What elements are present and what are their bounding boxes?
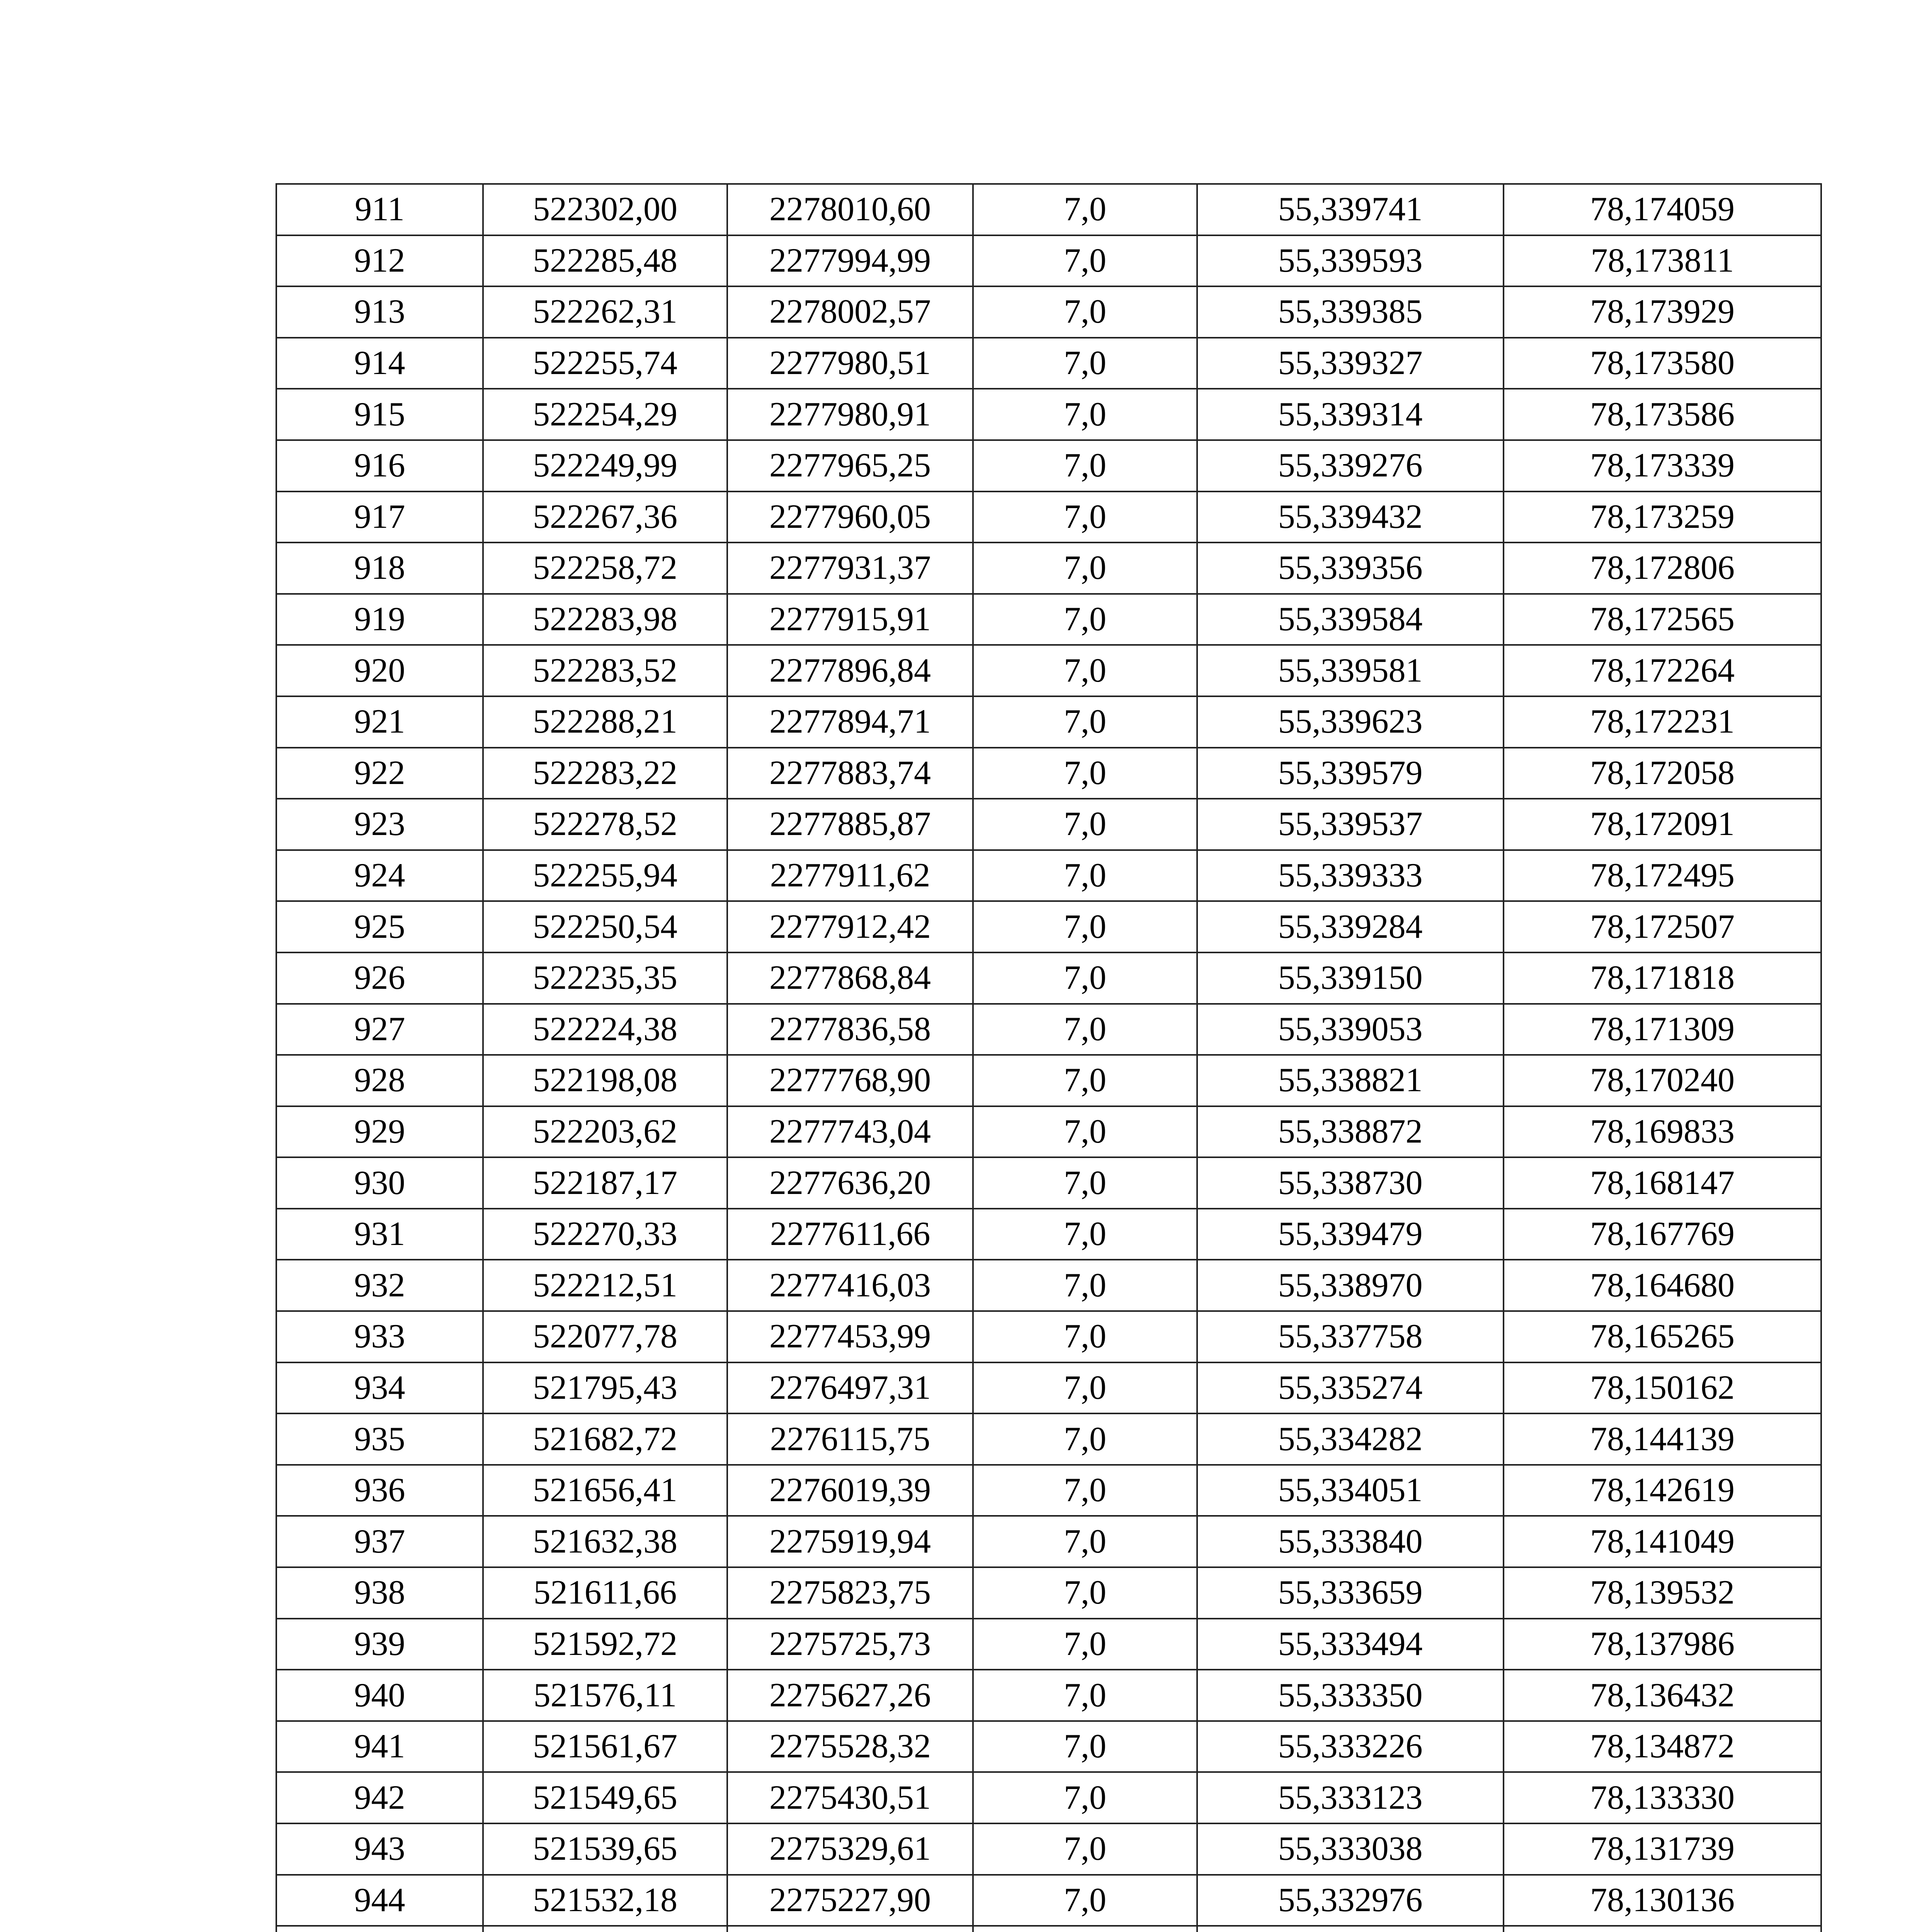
latitude-cell: 55,339327 — [1197, 338, 1504, 389]
latitude-cell: 55,339314 — [1197, 389, 1504, 440]
latitude-cell: 55,339579 — [1197, 748, 1504, 799]
x-coordinate-cell: 522198,08 — [483, 1055, 727, 1106]
error-value-cell: 7,0 — [973, 1362, 1197, 1414]
error-value-cell: 7,0 — [973, 1567, 1197, 1619]
x-coordinate-cell: 522262,31 — [483, 286, 727, 338]
y-coordinate-cell: 2277636,20 — [727, 1157, 973, 1209]
error-value-cell: 7,0 — [973, 850, 1197, 901]
table-row — [276, 184, 1821, 235]
table-row — [276, 1260, 1821, 1311]
point-number-cell: 934 — [276, 1362, 483, 1414]
table-row — [276, 1311, 1821, 1362]
point-number-cell: 915 — [276, 389, 483, 440]
longitude-cell: 78,170240 — [1504, 1055, 1821, 1106]
longitude-cell: 78,173586 — [1504, 389, 1821, 440]
table-row — [276, 492, 1821, 543]
y-coordinate-cell: 2277836,58 — [727, 1004, 973, 1055]
x-coordinate-cell: 522283,98 — [483, 594, 727, 645]
coordinates-table-body — [276, 184, 1821, 1932]
table-row — [276, 1004, 1821, 1055]
x-coordinate-cell: 522285,48 — [483, 235, 727, 287]
latitude-cell: 55,333494 — [1197, 1619, 1504, 1670]
error-value-cell: 7,0 — [973, 1516, 1197, 1567]
point-number-cell: 932 — [276, 1260, 483, 1311]
y-coordinate-cell: 2277883,74 — [727, 748, 973, 799]
longitude-cell: 78,142619 — [1504, 1465, 1821, 1516]
point-number-cell: 926 — [276, 952, 483, 1004]
table-row — [276, 1157, 1821, 1209]
point-number-cell: 923 — [276, 799, 483, 850]
error-value-cell: 7,0 — [973, 1157, 1197, 1209]
table-row — [276, 338, 1821, 389]
table-row — [276, 1413, 1821, 1465]
x-coordinate-cell: 522283,22 — [483, 748, 727, 799]
latitude-cell: 55,339432 — [1197, 492, 1504, 543]
error-value-cell: 7,0 — [973, 645, 1197, 696]
longitude-cell: 78,171818 — [1504, 952, 1821, 1004]
x-coordinate-cell: 522255,94 — [483, 850, 727, 901]
x-coordinate-cell: 522077,78 — [483, 1311, 727, 1362]
y-coordinate-cell: 2277931,37 — [727, 543, 973, 594]
point-number-cell: 944 — [276, 1875, 483, 1926]
y-coordinate-cell: 2278010,60 — [727, 184, 973, 235]
latitude-cell: 55,339593 — [1197, 235, 1504, 287]
error-value-cell: 7,0 — [973, 1004, 1197, 1055]
error-value-cell: 7,0 — [973, 1311, 1197, 1362]
latitude-cell: 55,333659 — [1197, 1567, 1504, 1619]
y-coordinate-cell: 2275227,90 — [727, 1875, 973, 1926]
y-coordinate-cell: 2277768,90 — [727, 1055, 973, 1106]
y-coordinate-cell: 2277743,04 — [727, 1106, 973, 1158]
longitude-cell: 78,164680 — [1504, 1260, 1821, 1311]
x-coordinate-cell: 522267,36 — [483, 492, 727, 543]
error-value-cell: 7,0 — [973, 389, 1197, 440]
longitude-cell: 78,172231 — [1504, 696, 1821, 748]
point-number-cell: 921 — [276, 696, 483, 748]
y-coordinate-cell: 2277896,84 — [727, 645, 973, 696]
latitude-cell: 55,339741 — [1197, 184, 1504, 235]
longitude-cell: 78,137986 — [1504, 1619, 1821, 1670]
latitude-cell: 55,337758 — [1197, 1311, 1504, 1362]
x-coordinate-cell: 521795,43 — [483, 1362, 727, 1414]
point-number-cell: 911 — [276, 184, 483, 235]
error-value-cell: 7,0 — [973, 1875, 1197, 1926]
error-value-cell: 7,0 — [973, 1055, 1197, 1106]
longitude-cell: 78,130136 — [1504, 1875, 1821, 1926]
error-value-cell: 7,0 — [973, 1465, 1197, 1516]
error-value-cell: 7,0 — [973, 440, 1197, 492]
point-number-cell: 925 — [276, 901, 483, 952]
error-value-cell: 7,0 — [973, 594, 1197, 645]
table-row — [276, 594, 1821, 645]
longitude-cell: 78,169833 — [1504, 1106, 1821, 1158]
y-coordinate-cell: 2277912,42 — [727, 901, 973, 952]
y-coordinate-cell: 2275430,51 — [727, 1772, 973, 1823]
latitude-cell: 55,339356 — [1197, 543, 1504, 594]
point-number-cell: 922 — [276, 748, 483, 799]
error-value-cell: 7,0 — [973, 286, 1197, 338]
table-row — [276, 1567, 1821, 1619]
latitude-cell: 55,339385 — [1197, 286, 1504, 338]
y-coordinate-cell: 2277965,25 — [727, 440, 973, 492]
y-coordinate-cell: 2277911,62 — [727, 850, 973, 901]
point-number-cell: 929 — [276, 1106, 483, 1158]
y-coordinate-cell: 2277611,66 — [727, 1209, 973, 1260]
y-coordinate-cell: 2275823,75 — [727, 1567, 973, 1619]
x-coordinate-cell: 522235,35 — [483, 952, 727, 1004]
point-number-cell: 940 — [276, 1670, 483, 1721]
error-value-cell: 7,0 — [973, 748, 1197, 799]
x-coordinate-cell: 521592,72 — [483, 1619, 727, 1670]
x-coordinate-cell: 522255,74 — [483, 338, 727, 389]
table-row — [276, 1465, 1821, 1516]
table-row — [276, 389, 1821, 440]
y-coordinate-cell: 2275627,26 — [727, 1670, 973, 1721]
point-number-cell: 917 — [276, 492, 483, 543]
latitude-cell: 55,333840 — [1197, 1516, 1504, 1567]
longitude-cell: 78,133330 — [1504, 1772, 1821, 1823]
x-coordinate-cell: 522288,21 — [483, 696, 727, 748]
point-number-cell: 931 — [276, 1209, 483, 1260]
y-coordinate-cell — [727, 1926, 973, 1932]
x-coordinate-cell: 522302,00 — [483, 184, 727, 235]
latitude-cell: 55,333350 — [1197, 1670, 1504, 1721]
table-row — [276, 1721, 1821, 1772]
latitude-cell — [1197, 1926, 1504, 1932]
point-number-cell: 937 — [276, 1516, 483, 1567]
longitude-cell: 78,172264 — [1504, 645, 1821, 696]
longitude-cell: 78,165265 — [1504, 1311, 1821, 1362]
y-coordinate-cell: 2277868,84 — [727, 952, 973, 1004]
longitude-cell: 78,139532 — [1504, 1567, 1821, 1619]
error-value-cell: 7,0 — [973, 338, 1197, 389]
latitude-cell: 55,339276 — [1197, 440, 1504, 492]
error-value-cell: 7,0 — [973, 799, 1197, 850]
point-number-cell: 916 — [276, 440, 483, 492]
latitude-cell: 55,338730 — [1197, 1157, 1504, 1209]
longitude-cell: 78,144139 — [1504, 1413, 1821, 1465]
latitude-cell: 55,333123 — [1197, 1772, 1504, 1823]
point-number-cell: 941 — [276, 1721, 483, 1772]
longitude-cell: 78,171309 — [1504, 1004, 1821, 1055]
error-value-cell: 7,0 — [973, 492, 1197, 543]
point-number-cell: 924 — [276, 850, 483, 901]
longitude-cell: 78,167769 — [1504, 1209, 1821, 1260]
longitude-cell: 78,173580 — [1504, 338, 1821, 389]
y-coordinate-cell: 2275725,73 — [727, 1619, 973, 1670]
y-coordinate-cell: 2277960,05 — [727, 492, 973, 543]
x-coordinate-cell: 522258,72 — [483, 543, 727, 594]
x-coordinate-cell: 522249,99 — [483, 440, 727, 492]
error-value-cell: 7,0 — [973, 1106, 1197, 1158]
y-coordinate-cell: 2277980,51 — [727, 338, 973, 389]
table-row — [276, 1670, 1821, 1721]
error-value-cell: 7,0 — [973, 1260, 1197, 1311]
table-row — [276, 1516, 1821, 1567]
x-coordinate-cell: 521532,18 — [483, 1875, 727, 1926]
latitude-cell: 55,332976 — [1197, 1875, 1504, 1926]
longitude-cell: 78,173811 — [1504, 235, 1821, 287]
error-value-cell: 7,0 — [973, 1721, 1197, 1772]
table-row — [276, 1106, 1821, 1158]
latitude-cell: 55,339623 — [1197, 696, 1504, 748]
error-value-cell: 7,0 — [973, 1413, 1197, 1465]
y-coordinate-cell: 2277885,87 — [727, 799, 973, 850]
y-coordinate-cell: 2275528,32 — [727, 1721, 973, 1772]
error-value-cell: 7,0 — [973, 1209, 1197, 1260]
x-coordinate-cell: 522283,52 — [483, 645, 727, 696]
longitude-cell: 78,141049 — [1504, 1516, 1821, 1567]
y-coordinate-cell: 2277416,03 — [727, 1260, 973, 1311]
table-row — [276, 1362, 1821, 1414]
table-row — [276, 1926, 1821, 1932]
latitude-cell: 55,339284 — [1197, 901, 1504, 952]
error-value-cell: 7,0 — [973, 1823, 1197, 1875]
y-coordinate-cell: 2276497,31 — [727, 1362, 973, 1414]
latitude-cell: 55,335274 — [1197, 1362, 1504, 1414]
longitude-cell: 78,168147 — [1504, 1157, 1821, 1209]
point-number-cell: 938 — [276, 1567, 483, 1619]
y-coordinate-cell: 2276019,39 — [727, 1465, 973, 1516]
point-number-cell — [276, 1926, 483, 1932]
latitude-cell: 55,339537 — [1197, 799, 1504, 850]
latitude-cell: 55,338872 — [1197, 1106, 1504, 1158]
error-value-cell: 7,0 — [973, 235, 1197, 287]
longitude-cell: 78,172565 — [1504, 594, 1821, 645]
longitude-cell: 78,150162 — [1504, 1362, 1821, 1414]
y-coordinate-cell: 2277915,91 — [727, 594, 973, 645]
error-value-cell: 7,0 — [973, 696, 1197, 748]
point-number-cell: 942 — [276, 1772, 483, 1823]
point-number-cell: 936 — [276, 1465, 483, 1516]
longitude-cell: 78,172806 — [1504, 543, 1821, 594]
x-coordinate-cell: 522270,33 — [483, 1209, 727, 1260]
latitude-cell: 55,339479 — [1197, 1209, 1504, 1260]
point-number-cell: 913 — [276, 286, 483, 338]
table-row — [276, 645, 1821, 696]
point-number-cell: 943 — [276, 1823, 483, 1875]
table-row — [276, 696, 1821, 748]
longitude-cell: 78,174059 — [1504, 184, 1821, 235]
y-coordinate-cell: 2277453,99 — [727, 1311, 973, 1362]
x-coordinate-cell: 522224,38 — [483, 1004, 727, 1055]
latitude-cell: 55,338970 — [1197, 1260, 1504, 1311]
y-coordinate-cell: 2276115,75 — [727, 1413, 973, 1465]
point-number-cell: 935 — [276, 1413, 483, 1465]
error-value-cell: 7,0 — [973, 543, 1197, 594]
longitude-cell — [1504, 1926, 1821, 1932]
table-row — [276, 1823, 1821, 1875]
table-row — [276, 1875, 1821, 1926]
error-value-cell — [973, 1926, 1197, 1932]
latitude-cell: 55,339333 — [1197, 850, 1504, 901]
longitude-cell: 78,172091 — [1504, 799, 1821, 850]
point-number-cell: 939 — [276, 1619, 483, 1670]
point-number-cell: 918 — [276, 543, 483, 594]
longitude-cell: 78,136432 — [1504, 1670, 1821, 1721]
error-value-cell: 7,0 — [973, 1619, 1197, 1670]
error-value-cell: 7,0 — [973, 901, 1197, 952]
longitude-cell: 78,173259 — [1504, 492, 1821, 543]
x-coordinate-cell: 521561,67 — [483, 1721, 727, 1772]
latitude-cell: 55,339150 — [1197, 952, 1504, 1004]
latitude-cell: 55,339053 — [1197, 1004, 1504, 1055]
x-coordinate-cell: 521576,11 — [483, 1670, 727, 1721]
latitude-cell: 55,334282 — [1197, 1413, 1504, 1465]
latitude-cell: 55,339581 — [1197, 645, 1504, 696]
longitude-cell: 78,172058 — [1504, 748, 1821, 799]
longitude-cell: 78,173339 — [1504, 440, 1821, 492]
point-number-cell: 933 — [276, 1311, 483, 1362]
point-number-cell: 912 — [276, 235, 483, 287]
longitude-cell: 78,131739 — [1504, 1823, 1821, 1875]
x-coordinate-cell: 521656,41 — [483, 1465, 727, 1516]
coordinates-table — [276, 183, 1822, 1932]
x-coordinate-cell: 522212,51 — [483, 1260, 727, 1311]
y-coordinate-cell: 2277894,71 — [727, 696, 973, 748]
x-coordinate-cell: 521632,38 — [483, 1516, 727, 1567]
longitude-cell: 78,172507 — [1504, 901, 1821, 952]
point-number-cell: 930 — [276, 1157, 483, 1209]
table-row — [276, 850, 1821, 901]
error-value-cell: 7,0 — [973, 952, 1197, 1004]
x-coordinate-cell: 522278,52 — [483, 799, 727, 850]
latitude-cell: 55,339584 — [1197, 594, 1504, 645]
x-coordinate-cell — [483, 1926, 727, 1932]
x-coordinate-cell: 521611,66 — [483, 1567, 727, 1619]
x-coordinate-cell: 522254,29 — [483, 389, 727, 440]
error-value-cell: 7,0 — [973, 1670, 1197, 1721]
point-number-cell: 914 — [276, 338, 483, 389]
point-number-cell: 919 — [276, 594, 483, 645]
table-row — [276, 440, 1821, 492]
table-row — [276, 286, 1821, 338]
point-number-cell: 920 — [276, 645, 483, 696]
y-coordinate-cell: 2277994,99 — [727, 235, 973, 287]
longitude-cell: 78,173929 — [1504, 286, 1821, 338]
error-value-cell: 7,0 — [973, 184, 1197, 235]
longitude-cell: 78,172495 — [1504, 850, 1821, 901]
point-number-cell: 928 — [276, 1055, 483, 1106]
x-coordinate-cell: 521549,65 — [483, 1772, 727, 1823]
x-coordinate-cell: 521539,65 — [483, 1823, 727, 1875]
table-row — [276, 543, 1821, 594]
y-coordinate-cell: 2278002,57 — [727, 286, 973, 338]
latitude-cell: 55,333038 — [1197, 1823, 1504, 1875]
error-value-cell: 7,0 — [973, 1772, 1197, 1823]
table-row — [276, 799, 1821, 850]
table-row — [276, 1055, 1821, 1106]
latitude-cell: 55,334051 — [1197, 1465, 1504, 1516]
x-coordinate-cell: 522203,62 — [483, 1106, 727, 1158]
latitude-cell: 55,338821 — [1197, 1055, 1504, 1106]
longitude-cell: 78,134872 — [1504, 1721, 1821, 1772]
y-coordinate-cell: 2277980,91 — [727, 389, 973, 440]
table-row — [276, 1209, 1821, 1260]
table-row — [276, 1619, 1821, 1670]
table-row — [276, 952, 1821, 1004]
table-row — [276, 1772, 1821, 1823]
table-row — [276, 748, 1821, 799]
y-coordinate-cell: 2275329,61 — [727, 1823, 973, 1875]
point-number-cell: 927 — [276, 1004, 483, 1055]
table-row — [276, 235, 1821, 287]
y-coordinate-cell: 2275919,94 — [727, 1516, 973, 1567]
x-coordinate-cell: 522250,54 — [483, 901, 727, 952]
latitude-cell: 55,333226 — [1197, 1721, 1504, 1772]
x-coordinate-cell: 521682,72 — [483, 1413, 727, 1465]
x-coordinate-cell: 522187,17 — [483, 1157, 727, 1209]
table-row — [276, 901, 1821, 952]
